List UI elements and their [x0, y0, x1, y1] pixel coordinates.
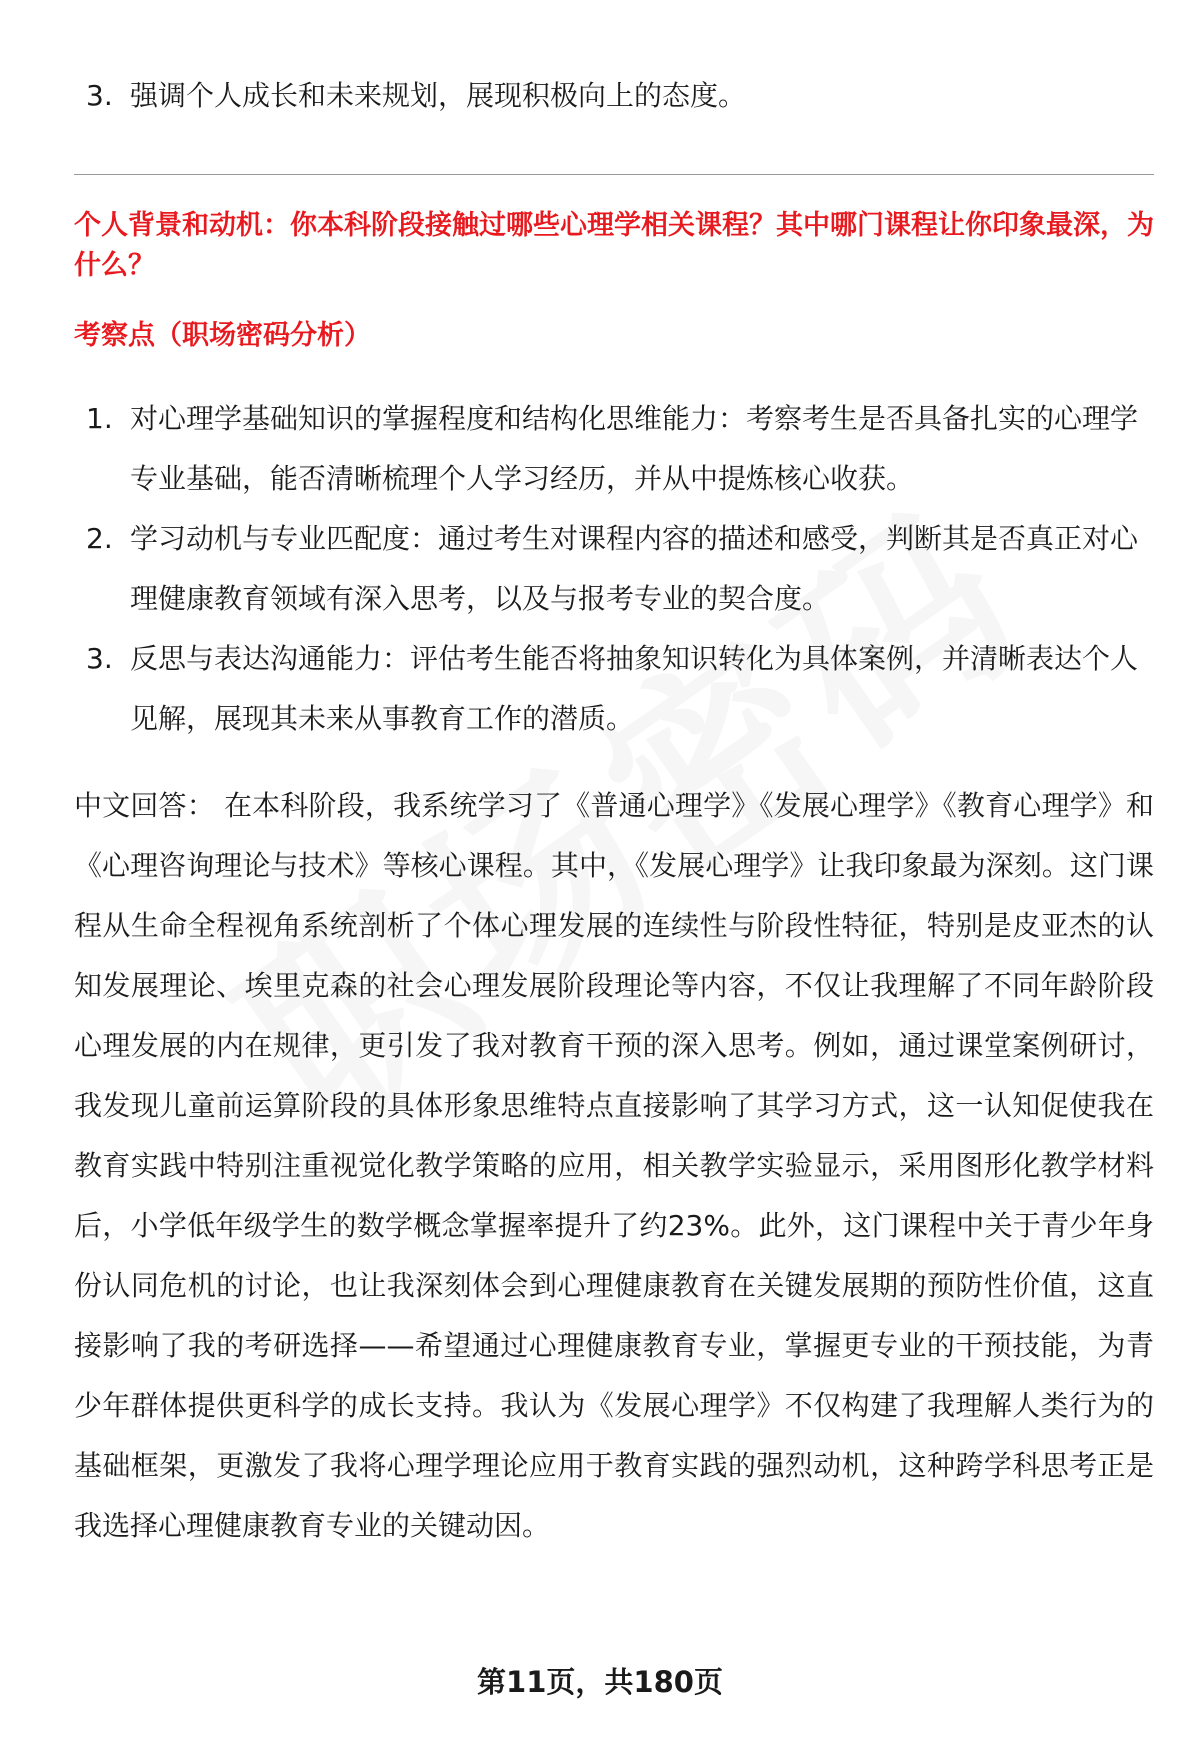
page-footer: 第11页，共180页 — [477, 1665, 723, 1699]
list-item-text: 反思与表达沟通能力：评估考生能否将抽象知识转化为具体案例，并清晰表达个人见解，展现其未来从事教育工作的潜质。 — [130, 642, 1139, 735]
answer-paragraph: 中文回答： 在本科阶段，我系统学习了《普通心理学》《发展心理学》《教育心理学》和《心理咨询理论与技术》等核心课程。其中，《发展心理学》让我印象最为深刻。这门课程从生命全程视角系统剖析了个体心理发展的连续性与阶段性特征，特别是皮亚杰的认知发展理论、埃里克森的社会心理发展阶段理论等内容，不仅让我理解了不同年龄阶段心理发展的内在规律，更引发了我对教育干预的深入思考。例如，通过课堂案例研讨，我发现儿童前运算阶段的具体形象思维特点直接影响了其学习方式，这一认知促使我在教育实践中特别注重视觉化教学策略的应用，相关教学实验显示，采用图形化教学材料后，小学低年级学生的数学概念掌握率提升了约23%。此外，这门课程中关于青少年身份认同危机的讨论，也让我深刻体会到心理健康教育在关键发展期的预防性价值，这直接影响了我的考研选择——希望通过心理健康教育专业，掌握更专业的干预技能，为青少年群体提供更科学的成长支持。我认为《发展心理学》不仅构建了我理解人类行为的基础框架，更激发了我将心理学理论应用于教育实践的强烈动机，这种跨学科思考正是我选择心理健康教育专业的关键动因。 — [74, 789, 1154, 1542]
list-item-text: 强调个人成长和未来规划，展现积极向上的态度。 — [130, 79, 747, 112]
list-item — [74, 389, 1154, 509]
previous-list-item — [74, 72, 1154, 120]
list-number: 2. — [86, 522, 113, 555]
key-points-title: 考察点（职场密码分析） — [74, 320, 371, 351]
list-number: 3. — [86, 642, 113, 675]
document-page — [74, 0, 1154, 1755]
list-item-text: 学习动机与专业匹配度：通过考生对课程内容的描述和感受，判断其是否真正对心理健康教育领域有深入思考，以及与报考专业的契合度。 — [130, 522, 1139, 615]
key-points-list — [74, 389, 1154, 749]
list-item-text: 对心理学基础知识的掌握程度和结构化思维能力：考察考生是否具备扎实的心理学专业基础，能否清晰梳理个人学习经历，并从中提炼核心收获。 — [130, 402, 1139, 495]
list-item — [74, 629, 1154, 749]
section-divider — [74, 174, 1154, 175]
list-item — [74, 509, 1154, 629]
question-heading: 个人背景和动机：你本科阶段接触过哪些心理学相关课程？其中哪门课程让你印象最深，为什么？ — [74, 210, 1154, 281]
list-number: 1. — [86, 402, 113, 435]
list-number: 3. — [86, 79, 113, 112]
